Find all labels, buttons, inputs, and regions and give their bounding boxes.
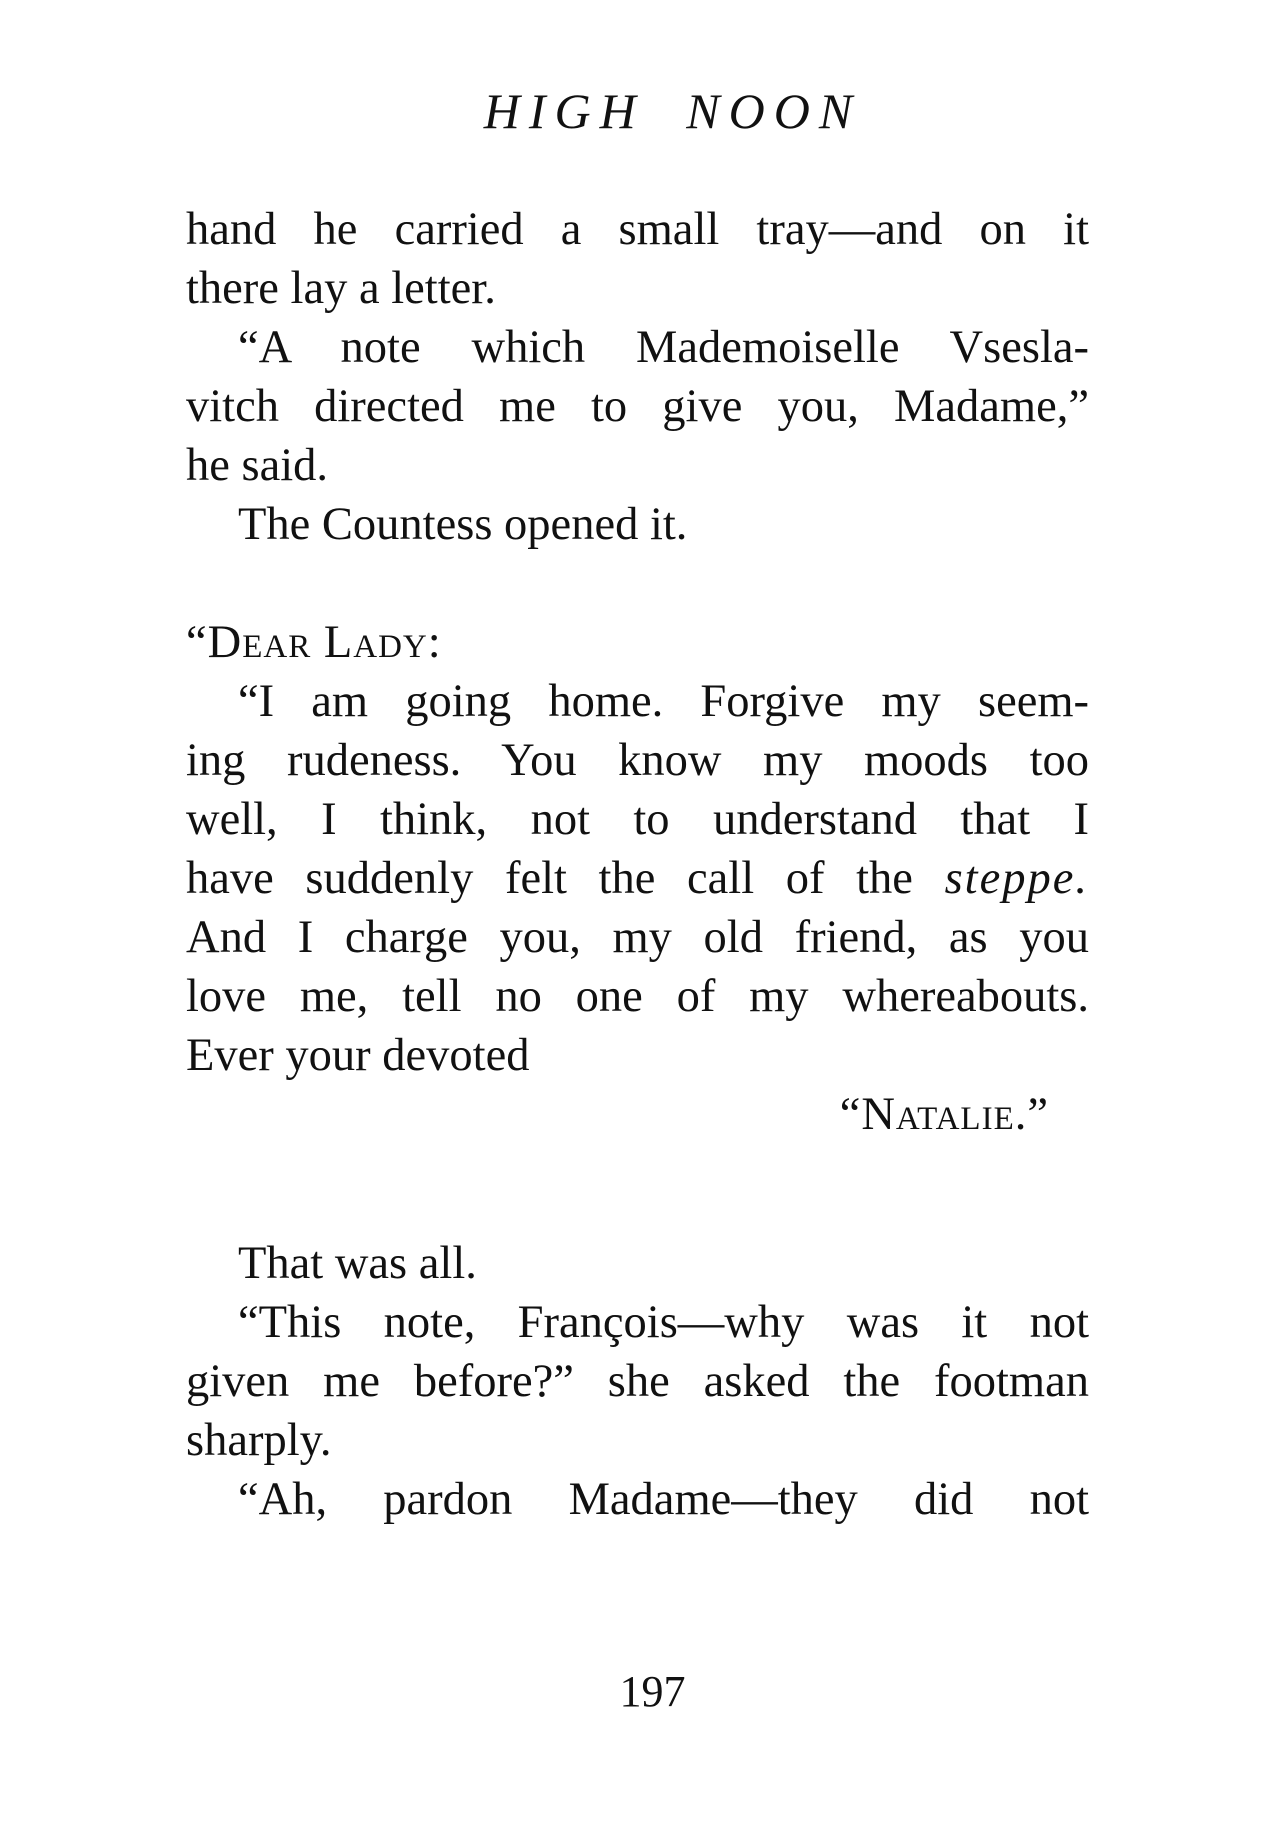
letter-salutation: “Dear Lady: — [186, 617, 442, 668]
text-line: vitch directed me to give you, Madame,” — [186, 381, 1089, 432]
body-text — [186, 200, 1089, 1529]
paragraph-gap — [186, 1144, 1089, 1234]
running-head: HIGH NOON — [483, 83, 862, 139]
text-line: That was all. — [238, 1238, 477, 1289]
text-line: And I charge you, my old friend, as you — [186, 912, 1089, 963]
text-line: “This note, François—why was it not — [238, 1297, 1089, 1348]
text-line: hand he carried a small tray—and on it — [186, 204, 1089, 255]
italic-word: steppe. — [944, 853, 1089, 904]
text-line: ing rudeness. You know my moods too — [186, 735, 1089, 786]
text-line: sharply. — [186, 1415, 332, 1466]
paragraph-gap — [186, 554, 1089, 613]
text-line: he said. — [186, 440, 329, 491]
text-line: love me, tell no one of my whereabouts. — [186, 971, 1089, 1022]
text-line: there lay a letter. — [186, 263, 496, 314]
text-line: “A note which Mademoiselle Vsesla- — [238, 322, 1089, 373]
text-line — [186, 849, 1089, 908]
text-line: “Ah, pardon Madame—they did not — [238, 1474, 1089, 1525]
page-number: 197 — [619, 1667, 686, 1716]
text-line: Ever your devoted — [186, 1030, 530, 1081]
text-line: given me before?” she asked the footman — [186, 1356, 1089, 1407]
text-line: well, I think, not to understand that I — [186, 794, 1089, 845]
letter-signature: “Natalie.” — [839, 1089, 1049, 1140]
text-fragment: have suddenly felt the call of the — [186, 853, 945, 904]
text-line: The Countess opened it. — [238, 499, 688, 550]
text-line: “I am going home. Forgive my seem- — [238, 676, 1089, 727]
